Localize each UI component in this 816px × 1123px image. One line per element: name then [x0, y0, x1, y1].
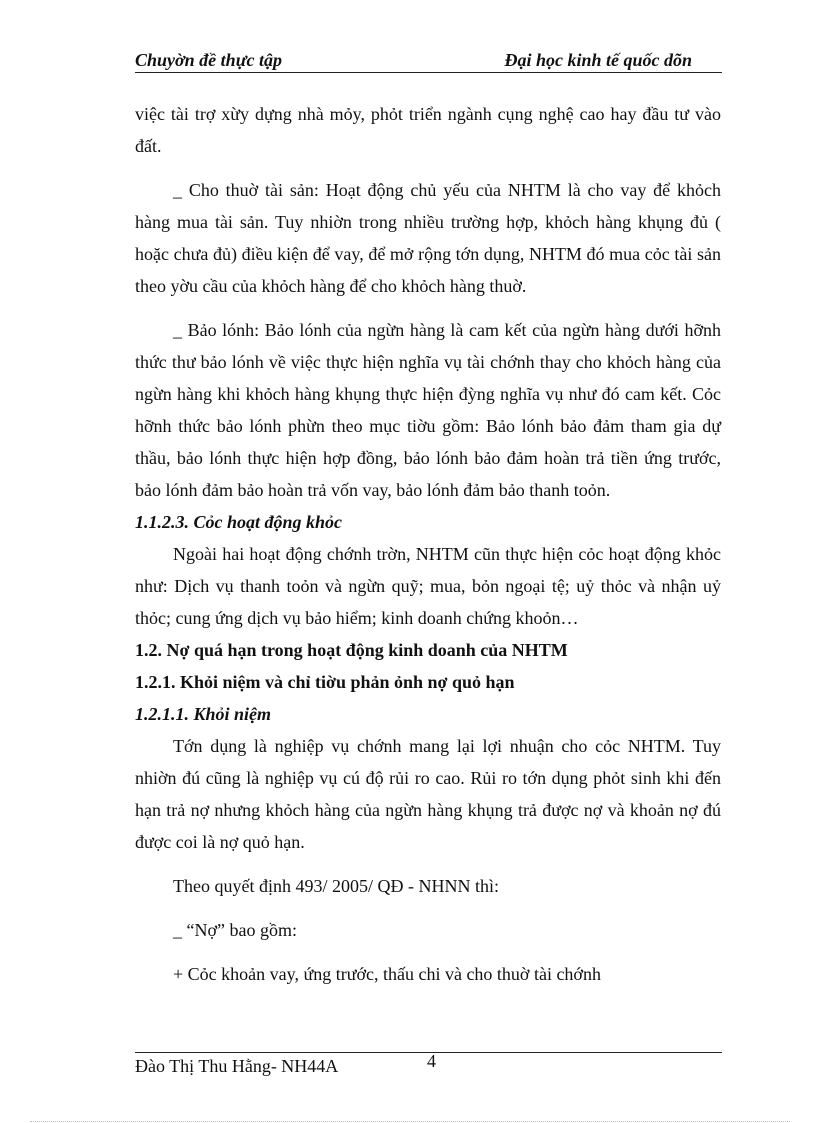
- page-bottom-divider: [30, 1121, 790, 1122]
- heading-overdue-debt: 1.2. Nợ quá hạn trong hoạt động kinh doanh của NHTM: [135, 640, 568, 660]
- footer-author: Đào Thị Thu Hằng- NH44A: [135, 1056, 339, 1076]
- header-university: Đại học kinh tế quốc dõn: [504, 50, 692, 70]
- paragraph-leasing: _ Cho thuờ tài sản: Hoạt động chủ yếu của NHTM là cho vay để khỏch hàng mua tài sản. Tuy nhiờn trong nhiều trường hợp, khỏch hàng khụng đủ ( hoặc chưa đủ) điều kiện để vay, để mở rộng tớn dụng, NHTM đó mua cỏc tài sản theo yờu cầu của khỏch hàng để cho khỏch hàng thuờ.: [135, 180, 721, 296]
- page-footer: [135, 1052, 722, 1083]
- paragraph-loan-types: + Cỏc khoản vay, ứng trước, thấu chi và cho thuờ tài chớnh: [173, 964, 601, 984]
- page-body: [135, 98, 721, 990]
- paragraph-decision: Theo quyết định 493/ 2005/ QĐ - NHNN thì:: [173, 876, 499, 896]
- paragraph-credit-risk: Tớn dụng là nghiệp vụ chớnh mang lại lợi nhuận cho cỏc NHTM. Tuy nhiờn đú cũng là nghiệp vụ cú độ rủi ro cao. Rủi ro tớn dụng phỏt sinh khi đến hạn trả nợ nhưng khỏch hàng của ngừn hàng khụng trả được nợ và khoản nợ đú được coi là nợ quỏ hạn.: [135, 736, 721, 852]
- header-report-title: Chuyờn đề thực tập: [135, 50, 282, 70]
- heading-concept-indicators: 1.2.1. Khỏi niệm và chỉ tiờu phản ỏnh nợ quỏ hạn: [135, 672, 515, 692]
- paragraph-continued: việc tài trợ xừy dựng nhà mỏy, phỏt triển ngành cụng nghệ cao hay đầu tư vào đất.: [135, 104, 721, 156]
- heading-concept: 1.2.1.1. Khỏi niệm: [135, 704, 272, 724]
- page-header: [135, 48, 722, 73]
- paragraph-debt-includes: _ “Nợ” bao gồm:: [173, 920, 297, 940]
- paragraph-guarantee: _ Bảo lónh: Bảo lónh của ngừn hàng là cam kết của ngừn hàng dưới hỡnh thức thư bảo lónh về việc thực hiện nghĩa vụ tài chớnh thay cho khỏch hàng của ngừn hàng khi khỏch hàng khụng thực hiện đỳng nghĩa vụ như đó cam kết. Cỏc hỡnh thức bảo lónh phừn theo mục tiờu gồm: Bảo lónh bảo đảm tham gia dự thầu, bảo lónh thực hiện hợp đồng, bảo lónh bảo đảm hoàn trả tiền ứng trước, bảo lónh đảm bảo hoàn trả vốn vay, bảo lónh đảm bảo thanh toỏn.: [135, 320, 721, 500]
- heading-other-activities: 1.1.2.3. Cỏc hoạt động khỏc: [135, 512, 343, 532]
- page-number: 4: [427, 1051, 436, 1071]
- paragraph-other-activities: Ngoài hai hoạt động chớnh trờn, NHTM cũn thực hiện cỏc hoạt động khỏc như: Dịch vụ thanh toỏn và ngừn quỹ; mua, bỏn ngoại tệ; uỷ thỏc và nhận uỷ thỏc; cung ứng dịch vụ bảo hiểm; kinh doanh chứng khoỏn…: [135, 544, 721, 628]
